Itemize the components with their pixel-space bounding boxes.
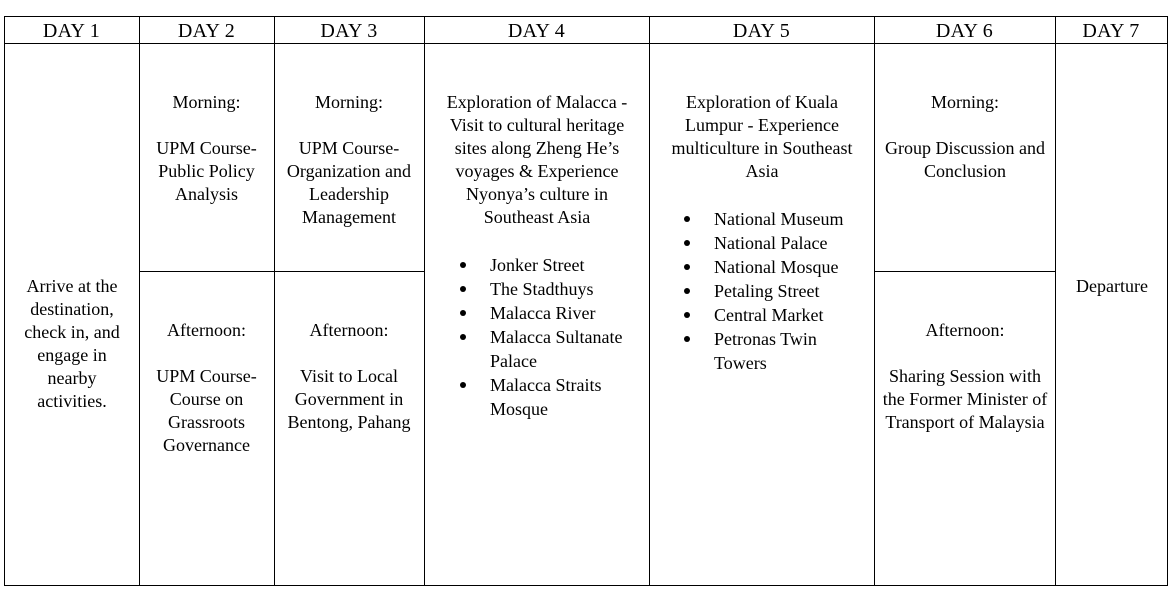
col-border	[1055, 16, 1056, 586]
itinerary-table	[4, 16, 1168, 586]
day1-text: Arrive at the destination, check in, and engage in nearby activities.	[24, 276, 120, 411]
list-item: Malacca River	[432, 301, 642, 325]
day3-morning-text: UPM Course- Organization and Leadership Management	[286, 138, 412, 227]
day5-cell	[656, 91, 868, 375]
col-border	[139, 16, 140, 586]
day4-cell	[432, 91, 642, 421]
day7-cell	[1058, 275, 1166, 298]
bullet-icon	[460, 286, 466, 292]
header-day-4: DAY 4	[507, 20, 566, 42]
bullet-icon	[460, 334, 466, 340]
header-day-7: DAY 7	[1082, 20, 1140, 42]
bullet-icon	[684, 240, 690, 246]
day3-morning-label: Morning:	[314, 92, 383, 112]
day2-morning-label: Morning:	[172, 92, 241, 112]
day7-text: Departure	[1076, 276, 1148, 296]
bullet-icon	[460, 310, 466, 316]
bullet-icon	[460, 262, 466, 268]
list-item: Malacca Sultanate Palace	[432, 325, 642, 373]
day2-morning-text: UPM Course- Public Policy Analysis	[156, 138, 257, 204]
day6-afternoon-label: Afternoon:	[925, 320, 1005, 340]
day3-afternoon-label: Afternoon:	[309, 320, 389, 340]
list-item: Central Market	[656, 303, 868, 327]
col-border	[424, 16, 425, 586]
table-bottom-border	[4, 585, 1168, 586]
bullet-icon	[684, 336, 690, 342]
header-day-1: DAY 1	[42, 20, 101, 42]
header-day-3: DAY 3	[320, 20, 378, 42]
day3-afternoon-cell	[280, 319, 418, 434]
col-border	[649, 16, 650, 586]
list-item: Petaling Street	[656, 279, 868, 303]
day5-intro: Exploration of Kuala Lumpur - Experience multiculture in Southeast Asia	[671, 92, 853, 181]
col-border	[4, 16, 5, 586]
day3-afternoon-text: Visit to Local Government in Bentong, Pahang	[287, 366, 411, 432]
list-item: National Mosque	[656, 255, 868, 279]
header-day-2: DAY 2	[177, 20, 236, 42]
header-day-5: DAY 5	[732, 20, 791, 42]
col-border	[874, 16, 875, 586]
list-item: Jonker Street	[432, 253, 642, 277]
bullet-icon	[684, 288, 690, 294]
day2-morning-cell	[144, 91, 269, 206]
col-border	[274, 16, 275, 586]
bullet-icon	[684, 264, 690, 270]
day4-intro: Exploration of Malacca - Visit to cultural heritage sites along Zheng He’s voyages & Experience Nyonya’s culture in Southeast Asia	[446, 92, 628, 227]
day6-afternoon-cell	[882, 319, 1048, 434]
day2-afternoon-label: Afternoon:	[167, 320, 246, 340]
day6-afternoon-text: Sharing Session with the Former Minister of Transport of Malaysia	[882, 366, 1048, 432]
list-item: Malacca Straits Mosque	[432, 373, 642, 421]
day6-morning-cell	[882, 91, 1048, 183]
list-item: National Museum	[656, 207, 868, 231]
bullet-icon	[460, 382, 466, 388]
day2-afternoon-cell	[144, 319, 269, 457]
bullet-icon	[684, 312, 690, 318]
bullet-icon	[684, 216, 690, 222]
day6-morning-text: Group Discussion and Conclusion	[885, 138, 1045, 181]
day4-sites-list	[432, 253, 642, 421]
day6-morning-label: Morning:	[930, 92, 999, 112]
list-item: National Palace	[656, 231, 868, 255]
day2-afternoon-text: UPM Course- Course on Grassroots Governance	[156, 366, 257, 455]
list-item: Petronas Twin Towers	[656, 327, 868, 375]
day3-morning-cell	[280, 91, 418, 229]
header-day-6: DAY 6	[935, 20, 994, 42]
day6-session-divider	[874, 271, 1055, 272]
col-border	[1167, 16, 1168, 586]
list-item: The Stadthuys	[432, 277, 642, 301]
day2-day3-session-divider	[139, 271, 425, 272]
day5-sites-list	[656, 207, 868, 375]
day1-cell	[12, 275, 132, 413]
